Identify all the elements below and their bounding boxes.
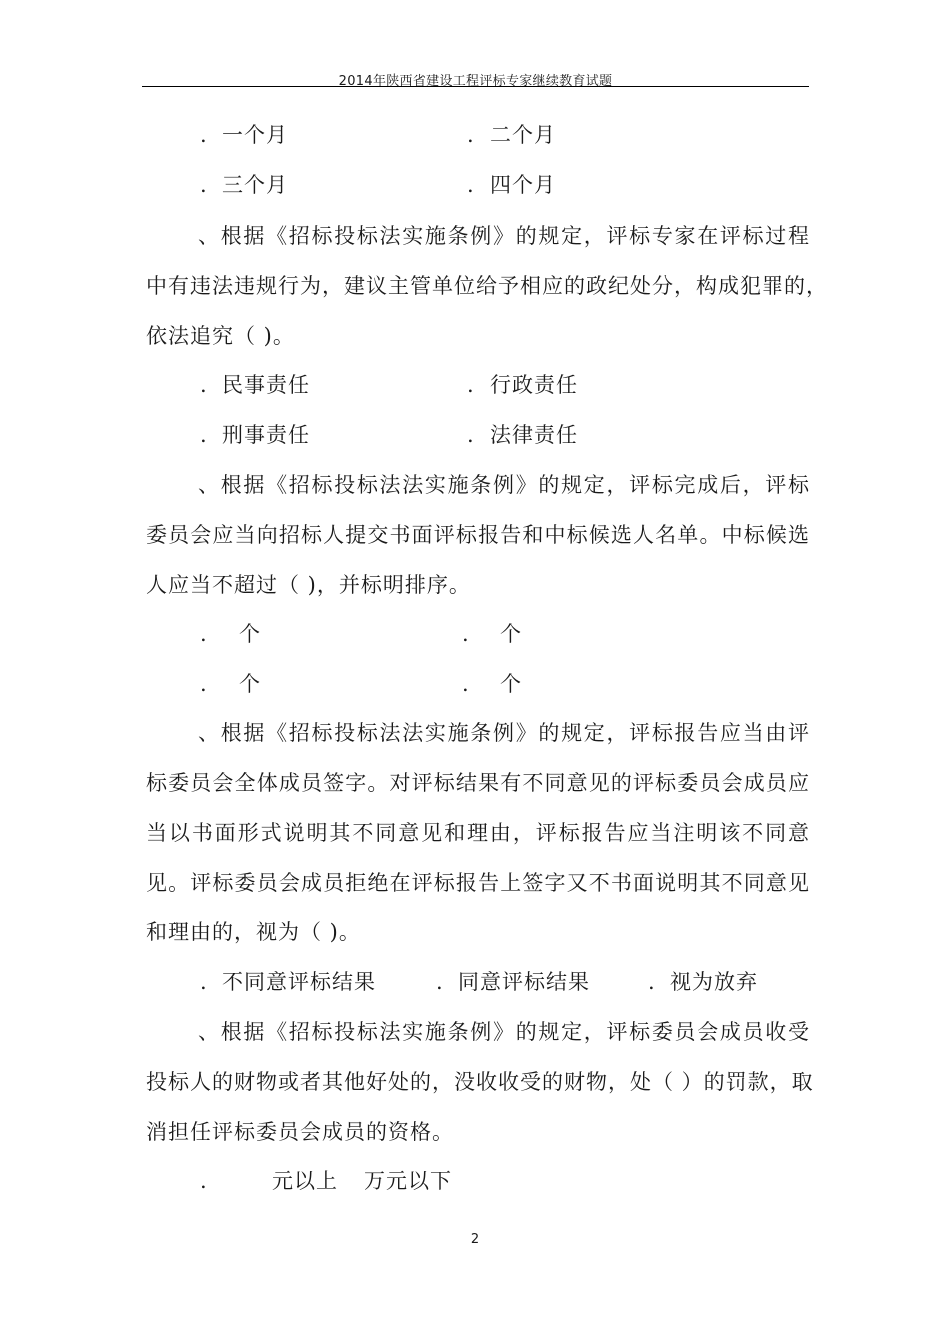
- question-line: 标委员会全体成员签字。对评标结果有不同意见的评标委员会成员应: [146, 771, 810, 795]
- question-line: 中有违法违规行为，建议主管单位给予相应的政纪处分，构成犯罪的，: [146, 274, 828, 298]
- question-line: 见。评标委员会成员拒绝在评标报告上签字又不书面说明其不同意见: [146, 871, 810, 895]
- option-text: 刑事责任: [222, 423, 310, 447]
- option-dot: .: [462, 672, 469, 696]
- option-dot: .: [648, 970, 655, 994]
- option-dot: .: [200, 622, 207, 646]
- option-text: 二个月: [490, 123, 556, 147]
- option-dot: .: [200, 423, 207, 447]
- question-line: 、根据《招标投标法法实施条例》的规定，评标报告应当由评: [198, 721, 810, 745]
- option-dot: .: [467, 173, 474, 197]
- question-line: 和理由的，视为（ )。: [146, 920, 361, 944]
- page-header-title: 2014年陕西省建设工程评标专家继续教育试题: [338, 74, 613, 89]
- question-line: 当以书面形式说明其不同意见和理由，评标报告应当注明该不同意: [146, 821, 810, 845]
- option-text: 民事责任: [222, 373, 310, 397]
- question-line: 依法追究（ )。: [146, 324, 295, 348]
- option-dot: .: [200, 173, 207, 197]
- option-dot: .: [467, 423, 474, 447]
- question-line: 、根据《招标投标法法实施条例》的规定，评标完成后，评标: [198, 473, 810, 497]
- question-line: 、根据《招标投标法实施条例》的规定，评标专家在评标过程: [198, 224, 810, 248]
- option-text: 万元以下: [364, 1169, 452, 1193]
- question-line: 人应当不超过（ )，并标明排序。: [146, 573, 471, 597]
- option-dot: .: [200, 672, 207, 696]
- option-text: 个: [500, 622, 522, 646]
- option-text: 个: [239, 672, 261, 696]
- option-dot: .: [200, 1169, 207, 1193]
- option-text: 个: [500, 672, 522, 696]
- option-text: 元以上: [272, 1169, 338, 1193]
- option-text: 不同意评标结果: [222, 970, 376, 994]
- page-number: 2: [470, 1232, 480, 1247]
- option-dot: .: [200, 123, 207, 147]
- option-text: 视为放弃: [670, 970, 758, 994]
- question-line: 委员会应当向招标人提交书面评标报告和中标候选人名单。中标候选: [146, 523, 810, 547]
- option-dot: .: [467, 373, 474, 397]
- option-text: 同意评标结果: [458, 970, 590, 994]
- option-text: 四个月: [490, 173, 556, 197]
- option-dot: .: [200, 373, 207, 397]
- option-text: 一个月: [222, 123, 288, 147]
- header-rule: [142, 86, 809, 87]
- question-line: 、根据《招标投标法实施条例》的规定，评标委员会成员收受: [198, 1020, 810, 1044]
- option-dot: .: [462, 622, 469, 646]
- question-line: 消担任评标委员会成员的资格。: [146, 1120, 454, 1144]
- option-text: 三个月: [222, 173, 288, 197]
- option-dot: .: [467, 123, 474, 147]
- option-dot: .: [200, 970, 207, 994]
- option-dot: .: [436, 970, 443, 994]
- question-line: 投标人的财物或者其他好处的，没收收受的财物，处（ ）的罚款，取: [146, 1070, 814, 1094]
- option-text: 个: [239, 622, 261, 646]
- option-text: 行政责任: [490, 373, 578, 397]
- option-text: 法律责任: [490, 423, 578, 447]
